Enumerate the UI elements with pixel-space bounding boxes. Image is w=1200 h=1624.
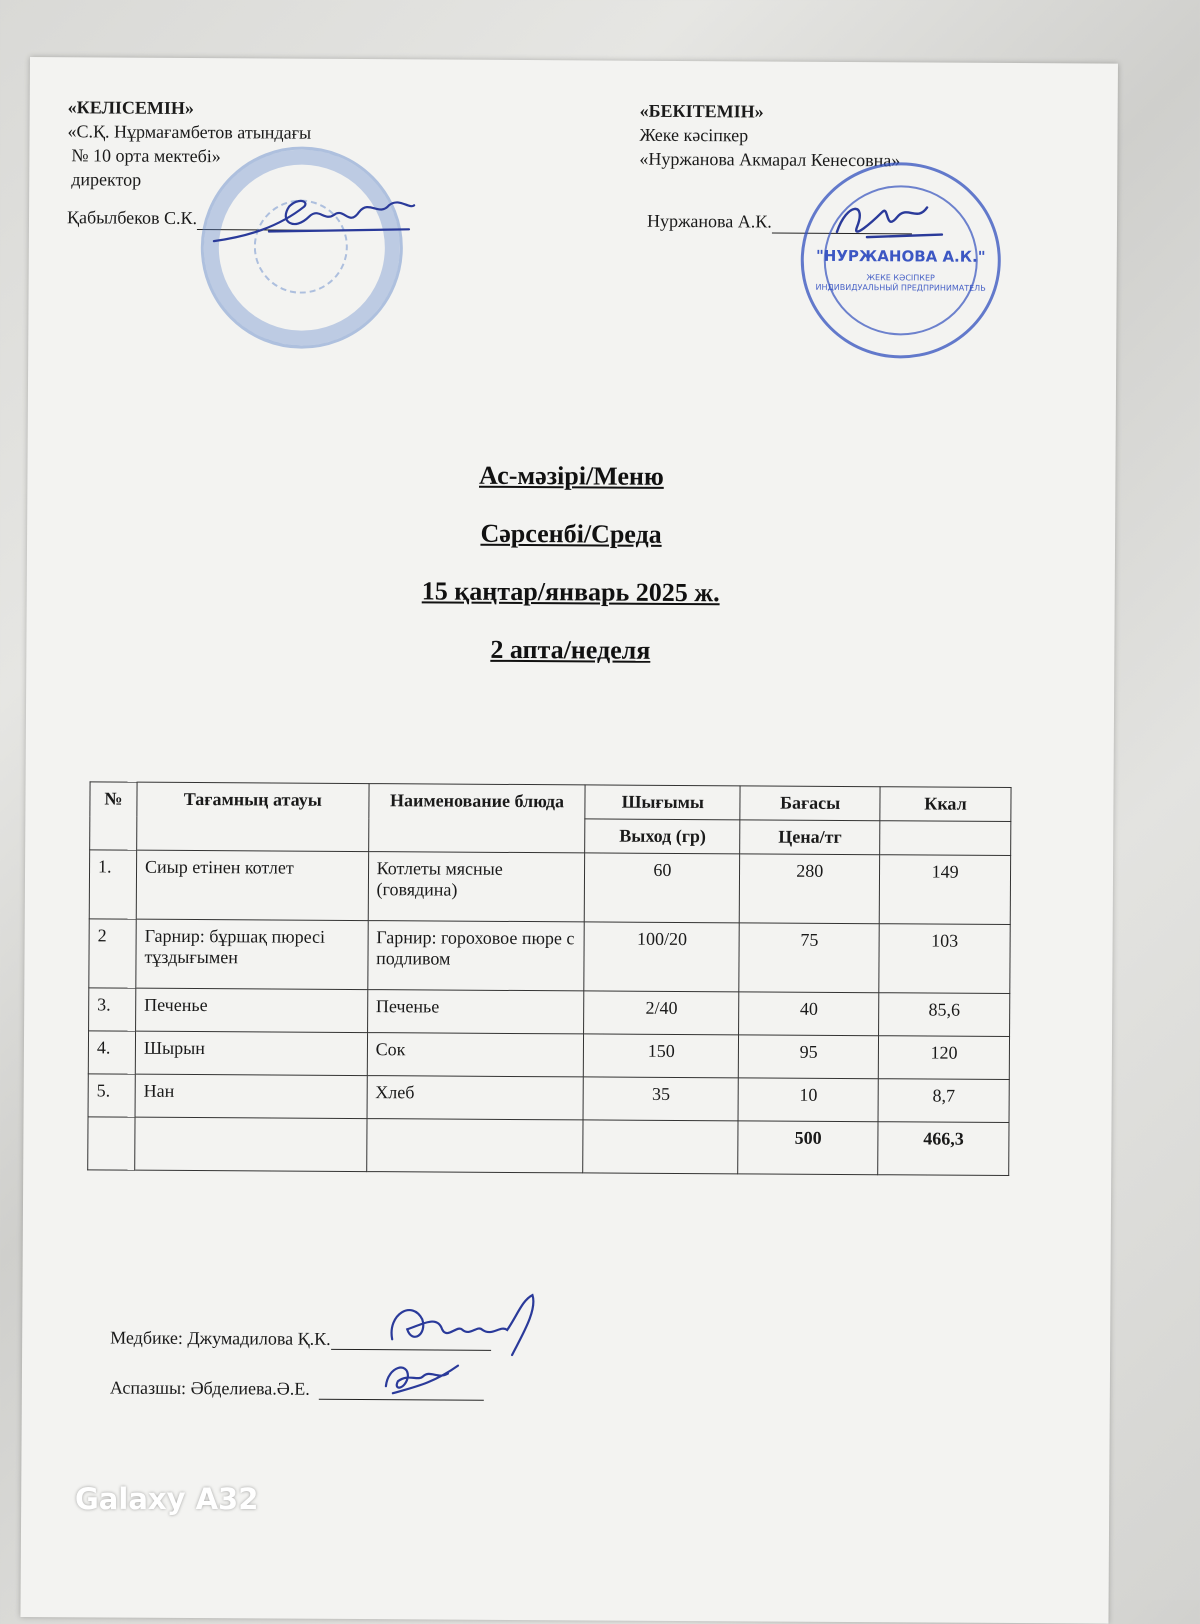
entrepreneur-line-1: Жеке кәсіпкер [639, 124, 749, 146]
total-price: 500 [738, 1121, 878, 1175]
row-output: 60 [585, 853, 740, 923]
row-num: 3. [89, 988, 136, 1031]
row-output: 150 [584, 1034, 739, 1078]
menu-titles [26, 457, 1115, 696]
row-name-ru: Котлеты мясные (говядина) [368, 852, 585, 922]
row-kcal: 120 [878, 1036, 1009, 1080]
agreed-title: «КЕЛІСЕМІН» [67, 97, 195, 119]
row-kcal: 103 [879, 924, 1010, 994]
row-name-ru: Печенье [367, 990, 584, 1034]
row-output: 2/40 [584, 991, 739, 1035]
total-kcal: 466,3 [878, 1122, 1009, 1176]
row-name-kz: Сиыр етінен котлет [136, 850, 368, 920]
row-name-kz: Гарнир: бұршақ пюресі тұздығымен [136, 919, 368, 989]
header-name-ru: Наименование блюда [368, 784, 585, 853]
director-name: Қабылбеков С.К. [66, 207, 198, 229]
director-signature [209, 186, 419, 257]
row-kcal: 85,6 [879, 993, 1010, 1037]
row-price: 75 [739, 923, 879, 993]
table-row [89, 850, 1010, 925]
row-name-ru: Хлеб [367, 1076, 584, 1120]
school-line-3: директор [71, 169, 142, 190]
camera-watermark: Galaxy A32 [75, 1482, 259, 1516]
document-page [20, 57, 1118, 1624]
row-num: 4. [88, 1031, 135, 1074]
row-name-ru: Гарнир: гороховое пюре с подливом [367, 921, 584, 991]
row-name-ru: Сок [367, 1033, 584, 1077]
entrepreneur-line-2: «Нуржанова Акмарал Кенесовна» [639, 148, 901, 171]
stamp-sub-1: ЖЕКЕ КӘСІПКЕР [866, 273, 935, 283]
menu-title: Ас-мәзірі/Меню [478, 460, 664, 491]
row-output: 35 [583, 1077, 738, 1121]
row-num: 2 [89, 919, 136, 988]
header-name-kz: Тағамның атауы [137, 782, 369, 851]
stamp-sub-2: ИНДИВИДУАЛЬНЫЙ ПРЕДПРИНИМАТЕЛЬ [815, 282, 986, 293]
entrepreneur-signature [827, 192, 947, 253]
header-price-kz: Бағасы [740, 786, 880, 821]
table-total-row [88, 1117, 1009, 1176]
weekday-title: Сәрсенбі/Среда [480, 518, 662, 549]
row-num: 1. [89, 850, 136, 919]
table-row [88, 1074, 1009, 1123]
row-name-kz: Нан [135, 1074, 367, 1118]
header-price-ru: Цена/тг [740, 820, 880, 855]
row-name-kz: Шырын [135, 1031, 367, 1075]
table-row [89, 988, 1010, 1037]
cook-signature [378, 1351, 468, 1402]
school-line-1: «С.Қ. Нұрмағамбетов атындағы [67, 121, 312, 143]
stamp-name: "НУРЖАНОВА А.К." [815, 246, 986, 266]
header-num: № [90, 782, 137, 850]
header-output-ru: Выход (гр) [585, 819, 740, 854]
row-price: 10 [738, 1078, 878, 1122]
menu-table [87, 781, 1011, 1176]
row-kcal: 149 [879, 855, 1010, 925]
row-kcal: 8,7 [878, 1079, 1009, 1123]
entrepreneur-name: Нуржанова А.К. [646, 210, 772, 232]
row-num: 5. [88, 1074, 135, 1117]
date-title: 15 қаңтар/январь 2025 ж. [421, 576, 720, 608]
row-price: 40 [739, 992, 879, 1036]
cook-name: Аспазшы: Әбделиева.Ә.Е. [109, 1377, 310, 1399]
header-output-kz: Шығымы [585, 785, 740, 820]
row-output: 100/20 [584, 922, 739, 992]
school-line-2: № 10 орта мектебі» [71, 145, 221, 167]
approved-title: «БЕКІТЕМІН» [639, 100, 764, 122]
table-row [89, 919, 1010, 994]
header-kcal: Ккал [880, 787, 1011, 822]
table-row [88, 1031, 1009, 1080]
row-name-kz: Печенье [136, 988, 368, 1032]
week-title: 2 апта/неделя [490, 634, 651, 665]
row-price: 95 [739, 1035, 879, 1079]
row-price: 280 [740, 854, 880, 924]
nurse-name: Медбике: Джумадилова Қ.К. [110, 1327, 331, 1349]
